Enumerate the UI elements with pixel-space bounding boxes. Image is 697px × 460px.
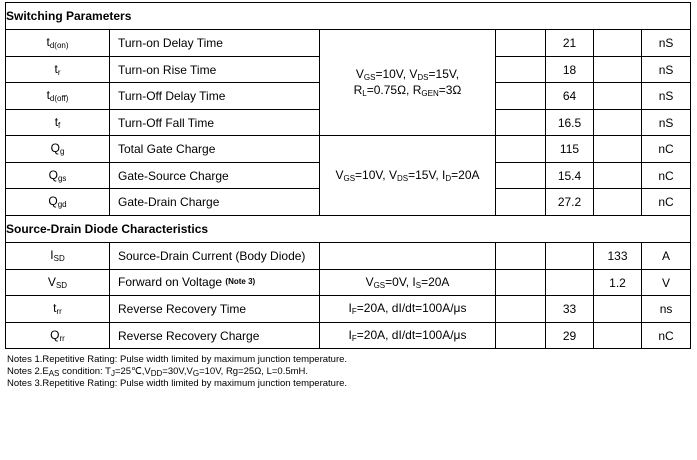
typ-cell: 27.2 [546,189,594,216]
symbol-cell [6,83,110,110]
unit-cell: ns [642,296,691,323]
typ-cell: 33 [546,296,594,323]
symbol-subscript: f [58,120,61,130]
condition-cell [320,30,496,136]
cond-text: I [348,301,352,315]
table-row [6,243,691,270]
note-text: =30V,V [162,366,193,377]
symbol-cell [6,57,110,83]
cond-text: =10V, V [355,167,397,182]
cond-sub: F [351,333,357,343]
cond-sub: GS [343,173,356,183]
symbol-subscript: r [57,67,61,77]
condition-cell [320,243,496,270]
min-cell [496,270,546,296]
section-header-diode [6,216,691,243]
max-cell [594,110,642,136]
symbol: Q [50,327,60,342]
typ-cell [546,270,594,296]
note-3: Notes 3.Repetitive Rating: Pulse width limited by maximum junction temperature. [7,378,348,389]
cond-sub: GS [373,280,386,290]
symbol-subscript: d(off) [49,94,69,103]
symbol-cell [6,189,110,216]
symbol-cell [6,110,110,136]
symbol-cell [6,136,110,163]
table-row [6,136,691,163]
cond-sub: DS [396,173,409,183]
cond-text: =20A, dI/dt=100A/μs [356,327,467,342]
cond-text: =0V, I [385,274,416,289]
note-2 [7,366,347,378]
note-1: Notes 1.Repetitive Rating: Pulse width limited by maximum junction temperature. [7,354,348,365]
parameter-text: Forward on Voltage [118,274,223,289]
cond-text: V [335,167,344,182]
min-cell [496,30,546,57]
unit-cell: V [642,270,691,296]
symbol: t [46,88,50,102]
cond-text: =10V, V [375,66,418,81]
symbol-cell [6,163,110,189]
parameter-cell: Gate-Drain Charge [110,189,320,216]
symbol: t [54,114,59,129]
symbol-cell [6,30,110,57]
note-text: condition: T [59,366,111,377]
unit-cell: nC [642,323,691,349]
parameter-cell: Reverse Recovery Time [110,296,320,323]
symbol-cell [6,270,110,296]
unit-cell: nS [642,110,691,136]
symbol: Q [50,141,60,155]
cond-text: V [365,274,374,289]
parameter-cell: Total Gate Charge [110,136,320,163]
parameter-cell: Source-Drain Current (Body Diode) [110,243,320,270]
unit-cell: nC [642,189,691,216]
footnotes [7,354,347,390]
cond-sub: GS [363,72,376,82]
symbol-subscript: SD [53,254,65,263]
table-row [6,323,691,349]
condition-cell [320,296,496,323]
symbol: t [54,61,58,76]
symbol: I [50,248,54,262]
symbol: Q [48,194,58,208]
max-cell: 1.2 [594,270,642,296]
symbol: V [47,274,56,289]
cond-text: =20A [421,274,450,289]
parameter-cell [110,270,320,296]
symbol-cell [6,296,110,323]
symbol-subscript: gd [57,200,67,209]
typ-cell: 29 [546,323,594,349]
note-sub: DD [150,369,163,378]
max-cell [594,83,642,110]
cond-text: R [353,82,363,97]
note-sub: AS [48,369,60,378]
max-cell [594,57,642,83]
unit-cell: nS [642,83,691,110]
symbol-cell [6,243,110,270]
note-text: =10V, Rg=25Ω, L=0.5mH. [199,366,309,377]
symbol: t [53,301,57,315]
parameter-cell: Turn-Off Delay Time [110,83,320,110]
condition-cell [320,323,496,349]
cond-text: =3Ω [438,82,462,97]
max-cell [594,136,642,163]
cond-sub: DS [417,72,429,82]
min-cell [496,57,546,83]
section-header-switching [6,3,691,30]
symbol-subscript: gs [57,173,67,183]
table-row [6,30,691,57]
symbol-subscript: rr [56,307,62,316]
typ-cell: 64 [546,83,594,110]
parameter-cell: Gate-Source Charge [110,163,320,189]
symbol-subscript: SD [55,280,68,290]
note-reference: (Note 3) [225,276,256,286]
max-cell [594,296,642,323]
table-row [6,270,691,296]
cond-sub: F [351,307,357,316]
min-cell [496,189,546,216]
cond-text: =15V, I [408,167,446,182]
note-sub: G [192,369,200,378]
min-cell [496,163,546,189]
min-cell [496,243,546,270]
cond-text: =20A, dI/dt=100A/μs [356,301,467,315]
typ-cell: 18 [546,57,594,83]
cond-sub: S [415,280,422,290]
max-cell [594,30,642,57]
note-sub: J [110,369,115,378]
max-cell [594,163,642,189]
table-row [6,296,691,323]
cond-sub: GEN [421,88,439,98]
section-title: Switching Parameters [6,3,691,30]
unit-cell: nC [642,136,691,163]
typ-cell: 15.4 [546,163,594,189]
parameter-cell: Turn-Off Fall Time [110,110,320,136]
min-cell [496,296,546,323]
symbol-subscript: d(on) [49,41,69,50]
cond-text: =15V, [428,66,460,81]
typ-cell: 115 [546,136,594,163]
parameter-cell: Reverse Recovery Charge [110,323,320,349]
typ-cell: 16.5 [546,110,594,136]
max-cell [594,189,642,216]
min-cell [496,323,546,349]
min-cell [496,83,546,110]
condition-cell [320,136,496,216]
parameter-cell: Turn-on Delay Time [110,30,320,57]
min-cell [496,136,546,163]
parameter-cell: Turn-on Rise Time [110,57,320,83]
typ-cell [546,243,594,270]
unit-cell: nS [642,30,691,57]
typ-cell: 21 [546,30,594,57]
note-text: Notes 2.E [7,366,49,377]
min-cell [496,110,546,136]
section-title: Source-Drain Diode Characteristics [6,216,691,243]
cond-text: =0.75Ω, R [366,82,422,97]
symbol-subscript: g [59,147,65,156]
symbol: Q [48,167,58,182]
max-cell [594,323,642,349]
unit-cell: nC [642,163,691,189]
unit-cell: nS [642,57,691,83]
cond-text: I [348,327,352,342]
cond-text: =20A [451,167,480,182]
spec-table [5,2,691,349]
unit-cell: A [642,243,691,270]
condition-cell [320,270,496,296]
max-cell: 133 [594,243,642,270]
symbol-cell [6,323,110,349]
cond-sub: D [445,173,452,183]
cond-text: V [355,66,364,81]
cond-sub: L [362,88,367,98]
symbol-subscript: rr [59,333,65,343]
symbol: t [46,35,50,49]
note-text: =25℃,V [114,366,151,377]
